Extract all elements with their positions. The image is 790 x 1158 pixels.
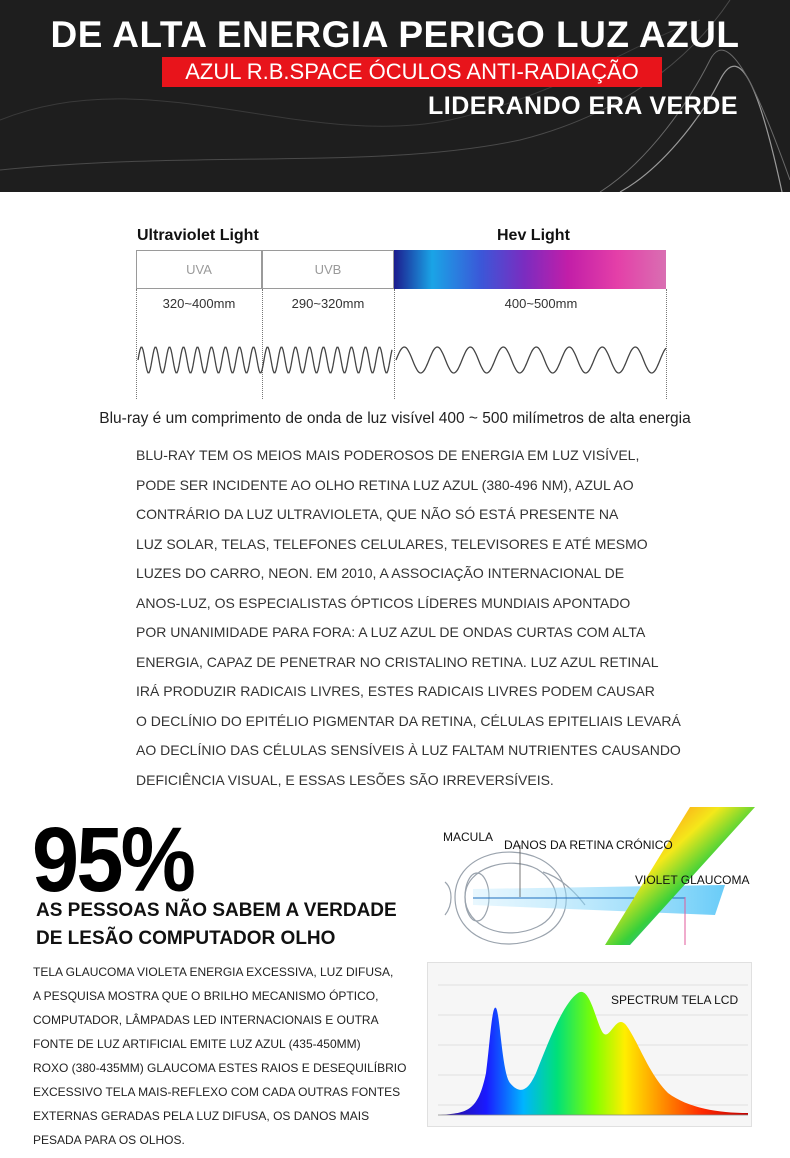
- eye-diagram: [425, 797, 760, 957]
- header-subtitle: AZUL R.B.SPACE ÓCULOS ANTI-RADIAÇÃO: [162, 57, 662, 87]
- uva-band: UVA: [136, 250, 262, 289]
- body-line: CONTRÁRIO DA LUZ ULTRAVIOLETA, QUE NÃO SÓ ESTÁ PRESENTE NA: [136, 506, 619, 522]
- body-line: PESADA PARA OS OLHOS.: [33, 1133, 185, 1147]
- stat-headline-2: DE LESÃO COMPUTADOR OLHO: [36, 928, 336, 949]
- uv-wave: [138, 347, 392, 372]
- header-title: DE ALTA ENERGIA PERIGO LUZ AZUL: [50, 14, 740, 55]
- hev-range: 400~500mm: [504, 296, 578, 311]
- spectrum-curve: [440, 992, 748, 1115]
- body-line: ENERGIA, CAPAZ DE PENETRAR NO CRISTALINO RETINA. LUZ AZUL RETINAL: [136, 653, 659, 670]
- body-line: PODE SER INCIDENTE AO OLHO RETINA LUZ AZUL (380-496 NM), AZUL AO: [136, 476, 634, 493]
- retina-damage-label: DANOS DA RETINA CRÓNICO: [504, 838, 673, 852]
- stat-headline-1: AS PESSOAS NÃO SABEM A VERDADE: [36, 900, 397, 921]
- blue-light-description: [136, 441, 776, 795]
- body-line: COMPUTADOR, LÂMPADAS LED INTERNACIONAIS E OUTRA: [33, 1013, 379, 1027]
- body-line: LUZ SOLAR, TELAS, TELEFONES CELULARES, TELEVISORES E ATÉ MESMO: [136, 535, 648, 552]
- body-line: IRÁ PRODUZIR RADICAIS LIVRES, ESTES RADICAIS LIVRES PODEM CAUSAR: [136, 683, 655, 699]
- header-banner: [0, 0, 790, 192]
- macula-label: MACULA: [443, 830, 494, 844]
- hev-wave: [396, 347, 666, 373]
- uva-range: 320~400mm: [162, 296, 236, 311]
- hev-light-label: Hev Light: [497, 227, 570, 244]
- glaucoma-description: [33, 960, 406, 1152]
- light-beam: [473, 885, 725, 915]
- intro-text: Blu-ray é um comprimento de onda de luz visível 400 ~ 500 milímetros de alta energia: [99, 410, 691, 427]
- wavelength-waves: [130, 335, 670, 385]
- body-line: FONTE DE LUZ ARTIFICIAL EMITE LUZ AZUL (435-450MM): [33, 1037, 361, 1051]
- lcd-spectrum-chart: [427, 962, 752, 1127]
- uvb-range: 290~320mm: [291, 296, 365, 311]
- body-line: EXTERNAS GERADAS PELA LUZ DIFUSA, OS DANOS MAIS: [33, 1109, 370, 1123]
- body-line: TELA GLAUCOMA VIOLETA ENERGIA EXCESSIVA, LUZ DIFUSA,: [33, 965, 394, 979]
- stat-percent: 95%: [32, 809, 194, 911]
- body-line: O DECLÍNIO DO EPITÉLIO PIGMENTAR DA RETINA, CÉLULAS EPITELIAIS LEVARÁ: [136, 712, 681, 729]
- body-line: ANOS-LUZ, OS ESPECIALISTAS ÓPTICOS LÍDERES MUNDIAIS APONTADO: [136, 594, 631, 611]
- uvb-band: UVB: [262, 250, 394, 289]
- body-line: AO DECLÍNIO DAS CÉLULAS SENSÍVEIS À LUZ FALTAM NUTRIENTES CAUSANDO: [136, 742, 681, 758]
- body-line: POR UNANIMIDADE PARA FORA: A LUZ AZUL DE ONDAS CURTAS COM ALTA: [136, 624, 646, 640]
- body-line: A PESQUISA MOSTRA QUE O BRILHO MECANISMO ÓPTICO,: [33, 989, 379, 1003]
- header-tagline: LIDERANDO ERA VERDE: [428, 92, 738, 120]
- body-line: ROXO (380-435MM) GLAUCOMA ESTES RAIOS E DESEQUILÍBRIO: [33, 1061, 407, 1075]
- body-line: EXCESSIVO TELA MAIS-REFLEXO COM CADA OUTRAS FONTES: [33, 1085, 401, 1099]
- body-line: BLU-RAY TEM OS MEIOS MAIS PODEROSOS DE ENERGIA EM LUZ VISÍVEL,: [136, 447, 640, 463]
- hev-gradient-band: [394, 250, 666, 289]
- uv-light-label: Ultraviolet Light: [137, 227, 259, 244]
- body-line: LUZES DO CARRO, NEON. EM 2010, A ASSOCIAÇÃO INTERNACIONAL DE: [136, 565, 625, 581]
- lcd-spectrum-label: SPECTRUM TELA LCD: [611, 993, 739, 1007]
- body-line: DEFICIÊNCIA VISUAL, E ESSAS LESÕES SÃO IRREVERSÍVEIS.: [136, 771, 554, 788]
- violet-glaucoma-label: VIOLET GLAUCOMA: [635, 873, 750, 887]
